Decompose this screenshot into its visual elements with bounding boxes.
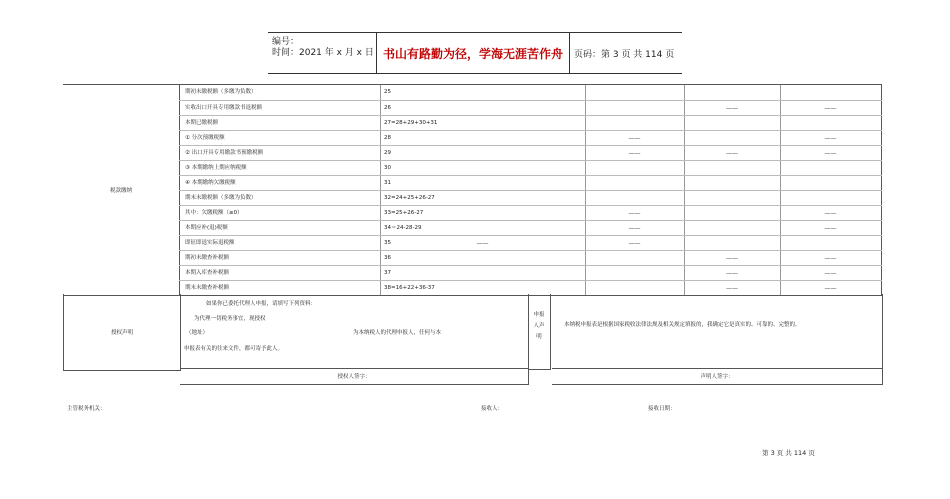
receive-date-label: 接收日期： [648, 406, 676, 412]
tax-officer-label: 主管税务机关： [67, 406, 106, 412]
authorization-line: （地址） [186, 330, 209, 336]
authorization-label: 授权声明 [63, 294, 181, 371]
row-label: 其中：欠缴税额（≥0） [185, 210, 243, 216]
table-row [179, 145, 882, 161]
row-label: ① 分次预缴税额 [185, 135, 225, 141]
section-label: 税款缴纳 [109, 188, 132, 194]
empty-cell-dash: —— [824, 150, 837, 157]
empty-cell-dash: —— [726, 105, 738, 112]
table-row [179, 160, 882, 176]
row-label: 实收出口开具专用缴款书退税额 [185, 105, 263, 111]
row-label: 期末未缴税额（多缴为负数） [185, 195, 257, 201]
time-label: 时间：2021 年 x 月 x 日 [272, 48, 374, 58]
declaration-content [552, 294, 883, 385]
page-number: 第 3 页 共 114 页 [762, 449, 815, 457]
empty-cell-dash: —— [726, 150, 738, 157]
table-row [179, 265, 882, 281]
row-label: ④ 本期缴纳欠缴税额 [185, 180, 236, 186]
row-label: 本期入库查补税额 [185, 270, 230, 276]
empty-cell-dash: —— [628, 150, 641, 157]
document-header [268, 32, 682, 74]
row-formula: 31 [384, 180, 391, 186]
header-meta [272, 37, 374, 59]
empty-cell-dash: —— [628, 225, 641, 232]
empty-cell-dash: —— [726, 285, 738, 292]
empty-cell-dash: —— [476, 240, 489, 247]
authorization-line: 如果你已委托代理人申报，请填写下列资料： [206, 301, 317, 307]
empty-cell-dash: —— [824, 135, 837, 142]
row-formula: 35 [384, 240, 391, 246]
row-formula: 38=16+22+36-37 [384, 285, 435, 291]
declarant-signature: 声明人签字： [552, 368, 882, 385]
row-formula: 30 [384, 165, 391, 171]
empty-cell-dash: —— [628, 135, 641, 142]
table-row [179, 190, 882, 206]
row-formula: 37 [384, 270, 391, 276]
table-row [179, 85, 882, 100]
table-row [179, 175, 882, 191]
row-label: 期初未缴查补税额 [185, 255, 230, 261]
row-label: 本期已缴税额 [185, 120, 219, 126]
empty-cell-dash: —— [726, 255, 738, 262]
table-row [179, 130, 882, 146]
declaration-text: 本纳税申报表是根据国家税收法律法规及相关规定填报的，我确定它是真实的、可靠的、完整的。 [564, 322, 801, 328]
row-label: ② 出口开具专用缴款书预缴税额 [185, 150, 264, 156]
empty-cell-dash: —— [824, 285, 837, 292]
table-row [179, 100, 882, 116]
table-row [179, 250, 882, 266]
authorization-line: 为本纳税人的代理申报人，任何与本 [353, 330, 442, 336]
declaration-label [528, 294, 551, 370]
row-label: 期末未缴查补税额 [185, 285, 230, 291]
empty-cell-dash: —— [824, 210, 837, 217]
empty-cell-dash: —— [824, 225, 837, 232]
empty-cell-dash: —— [726, 270, 738, 277]
table-row [179, 220, 882, 236]
row-formula: 32=24+25+26-27 [384, 195, 435, 201]
authorization-line: 申报表有关的往来文件，都可寄予此人。 [184, 346, 284, 352]
row-formula: 36 [384, 255, 391, 261]
row-label: 期初未缴税额（多缴为负数） [185, 89, 257, 95]
declaration-label-line: 明 [536, 334, 542, 340]
declaration-label-line: 人声 [533, 323, 545, 329]
authorization-content [180, 294, 529, 385]
header-slogan: 书山有路勤为径，学海无涯苦作舟 [376, 33, 570, 73]
empty-cell-dash: —— [628, 210, 641, 217]
serial-label: 编号： [272, 37, 300, 47]
empty-cell-dash: —— [824, 270, 837, 277]
row-formula: 34＝24-28-29 [384, 225, 422, 231]
header-page-label: 页码：第 3 页 共 114 页 [574, 50, 675, 60]
table-row [179, 205, 882, 221]
empty-cell-dash: —— [628, 240, 641, 247]
row-label: 本期应补(退)税额 [185, 225, 228, 231]
row-formula: 25 [384, 89, 391, 95]
tax-payment-table [63, 84, 882, 296]
row-formula: 28 [384, 135, 391, 141]
empty-cell-dash: —— [824, 255, 837, 262]
table-row [179, 235, 882, 251]
receiver-label: 接收人： [481, 406, 504, 412]
row-label: 即征即退实际退税额 [185, 240, 235, 246]
row-label: ③ 本期缴纳上期应纳税额 [185, 165, 247, 171]
authorization-block [63, 294, 882, 386]
row-formula: 29 [384, 150, 391, 156]
declaration-label-line: 申报 [533, 312, 545, 318]
row-formula: 33=25+26-27 [384, 210, 424, 216]
row-formula: 26 [384, 105, 391, 111]
authorizer-signature: 授权人签字： [180, 368, 528, 385]
row-formula: 27=28+29+30+31 [384, 120, 438, 126]
authorization-line: 为代理一切税务事宜，现授权 [194, 316, 266, 322]
table-row [179, 115, 882, 131]
empty-cell-dash: —— [824, 105, 837, 112]
